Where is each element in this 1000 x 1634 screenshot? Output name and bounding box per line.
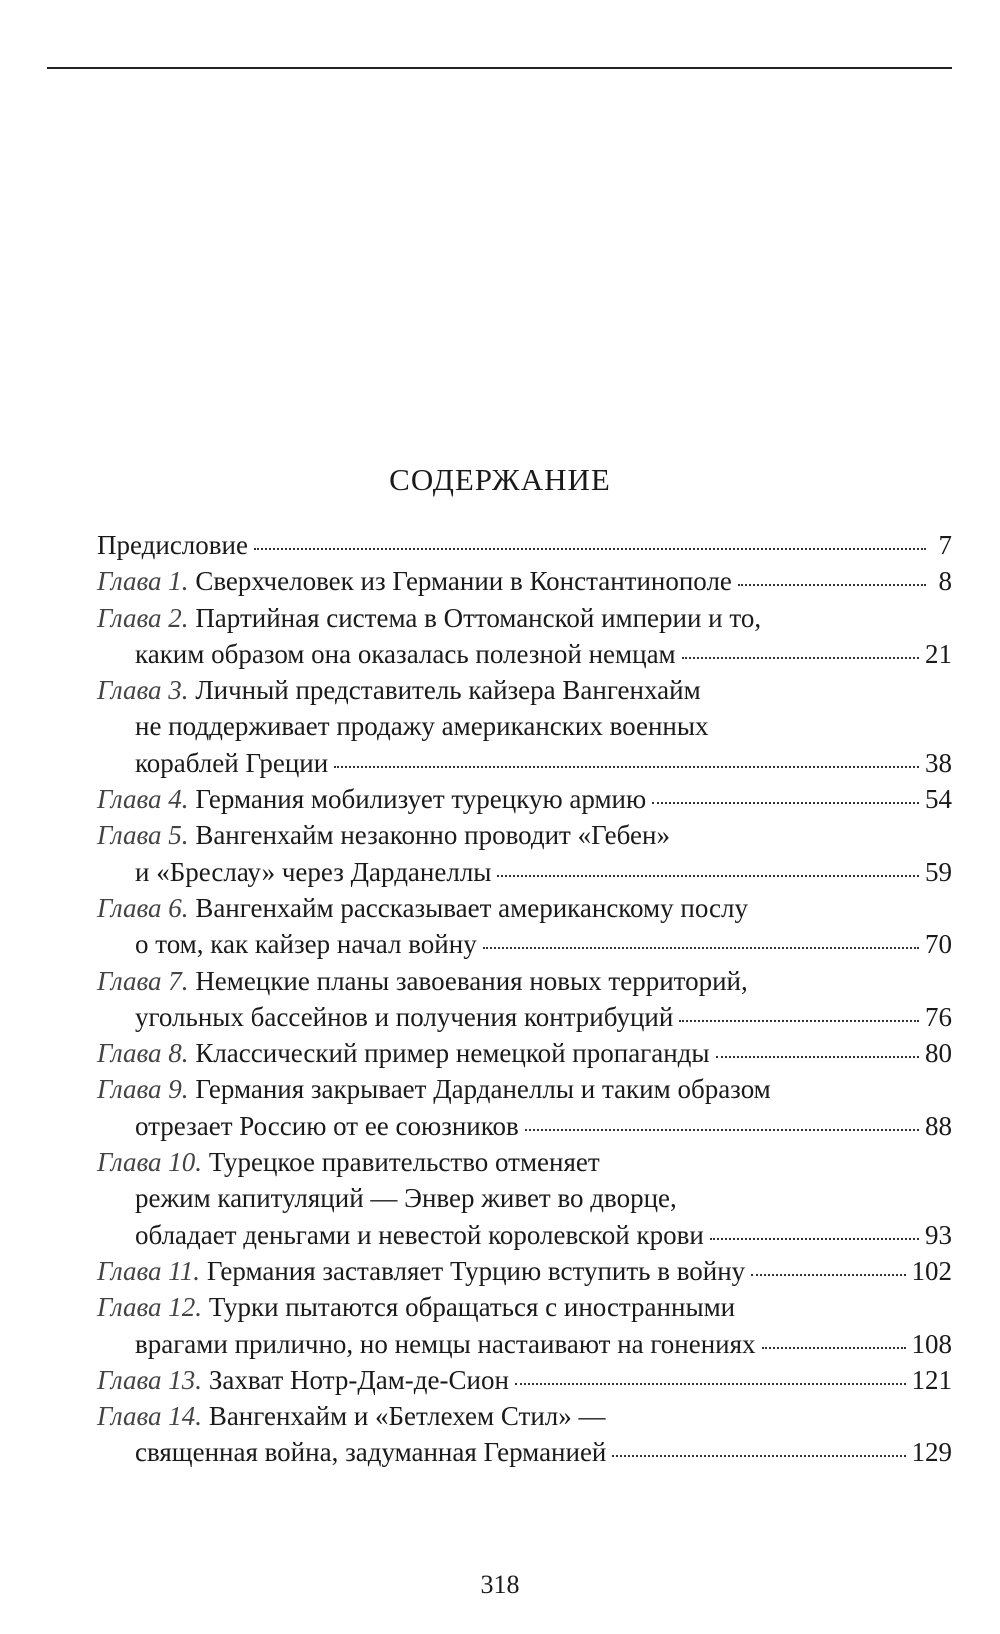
toc-entry (97, 1398, 952, 1471)
entry-title: Предисловие (97, 530, 248, 560)
toc-line (97, 817, 952, 853)
chapter-label: Глава 2. (97, 602, 189, 633)
entry-page-number: 88 (925, 1110, 952, 1141)
toc-line (97, 1217, 952, 1253)
toc-line (97, 708, 952, 744)
chapter-label: Глава 12. (97, 1292, 203, 1323)
entry-title: и «Бреслау» через Дарданеллы (135, 856, 492, 887)
chapter-label: Глава 5. (97, 820, 189, 851)
entry-title: священная война, задуманная Германией (135, 1437, 607, 1468)
table-of-contents (97, 527, 952, 1471)
entry-title: режим капитуляций — Энвер живет во дворце, (135, 1183, 677, 1214)
entry-page-number: 121 (911, 1364, 952, 1395)
toc-entry (97, 1362, 952, 1398)
chapter-label: Глава 13. (97, 1364, 203, 1395)
entry-title: Германия закрывает Дарданеллы и таким образом (195, 1074, 771, 1105)
entry-title: кораблей Греции (135, 747, 329, 778)
dot-leader (762, 1347, 906, 1349)
entry-title: Турецкое правительство отменяет (208, 1147, 600, 1178)
entry-page-number: 80 (925, 1038, 952, 1069)
toc-line (97, 745, 952, 781)
dot-leader (483, 947, 919, 949)
dot-leader (679, 1020, 919, 1022)
entry-title: не поддерживает продажу американских военных (135, 711, 709, 742)
toc-entry (97, 817, 952, 890)
entry-title: врагами прилично, но немцы настаивают на гонениях (135, 1328, 756, 1359)
dot-leader (525, 1129, 919, 1131)
toc-entry (97, 1144, 952, 1253)
dot-leader (515, 1383, 906, 1385)
chapter-label: Глава 4. (97, 784, 189, 815)
toc-line (97, 672, 952, 708)
entry-page-number: 129 (911, 1437, 952, 1468)
toc-entry (97, 781, 952, 817)
toc-line (97, 890, 952, 926)
toc-entry (97, 890, 952, 963)
entry-title: Турки пытаются обращаться с иностранными (208, 1292, 736, 1323)
toc-entry (97, 963, 952, 1036)
toc-line (97, 1398, 952, 1434)
toc-entry (97, 527, 952, 563)
entry-title: обладает деньгами и невестой королевской крови (135, 1219, 704, 1250)
entry-title: Сверхчеловек из Германии в Константинополе (195, 566, 732, 597)
toc-entry (97, 1071, 952, 1144)
toc-line (97, 636, 952, 672)
toc-line (97, 1326, 952, 1362)
entry-title: Германия заставляет Турцию вступить в войну (206, 1255, 746, 1286)
toc-line (97, 963, 952, 999)
dot-leader (716, 1056, 919, 1058)
toc-entry (97, 672, 952, 781)
toc-line (97, 1180, 952, 1216)
entry-page-number: 38 (925, 747, 952, 778)
chapter-label: Глава 3. (97, 675, 189, 706)
entry-title: Вангенхайм незаконно проводит «Гебен» (195, 820, 670, 851)
dot-leader (497, 875, 919, 877)
toc-line (97, 1144, 952, 1180)
entry-page-number: 76 (925, 1001, 952, 1032)
entry-page-number: 93 (925, 1219, 952, 1250)
entry-title: каким образом она оказалась полезной немцам (135, 638, 676, 669)
chapter-label: Глава 8. (97, 1038, 189, 1069)
toc-line (97, 1434, 952, 1470)
toc-line (97, 1253, 952, 1289)
toc-entry (97, 563, 952, 599)
dot-leader (751, 1274, 905, 1276)
chapter-label: Глава 11. (97, 1255, 201, 1286)
dot-leader (612, 1455, 905, 1457)
entry-title: угольных бассейнов и получения контрибуций (135, 1001, 674, 1032)
entry-title: Захват Нотр-Дам-де-Сион (208, 1364, 509, 1395)
entry-title: Личный представитель кайзера Вангенхайм (195, 675, 701, 706)
chapter-label: Глава 14. (97, 1401, 203, 1432)
dot-leader (710, 1238, 919, 1240)
chapter-label: Глава 7. (97, 965, 189, 996)
chapter-label: Глава 10. (97, 1147, 203, 1178)
top-rule (47, 67, 952, 69)
entry-title: Вангенхайм рассказывает американскому послу (195, 892, 748, 923)
toc-entry (97, 1289, 952, 1362)
page-title: СОДЕРЖАНИЕ (389, 462, 611, 497)
entry-page-number: 59 (925, 856, 952, 887)
entry-title: отрезает Россию от ее союзников (135, 1110, 519, 1141)
entry-page-number: 7 (938, 530, 952, 560)
chapter-label: Глава 1. (97, 566, 189, 597)
toc-line (97, 1108, 952, 1144)
toc-line (97, 781, 952, 817)
entry-page-number: 70 (925, 929, 952, 960)
toc-line (97, 854, 952, 890)
toc-line (97, 999, 952, 1035)
toc-line (97, 563, 952, 599)
entry-title: Немецкие планы завоевания новых территорий, (195, 965, 748, 996)
toc-entry (97, 600, 952, 673)
entry-page-number: 108 (911, 1328, 952, 1359)
toc-line (97, 1035, 952, 1071)
chapter-label: Глава 6. (97, 892, 189, 923)
entry-page-number: 8 (938, 566, 952, 597)
entry-title: Вангенхайм и «Бетлехем Стил» — (208, 1401, 606, 1432)
toc-entry (97, 1035, 952, 1071)
entry-page-number: 102 (911, 1255, 952, 1286)
entry-page-number: 21 (925, 638, 952, 669)
toc-line (97, 600, 952, 636)
dot-leader (682, 657, 919, 659)
toc-line (97, 1071, 952, 1107)
entry-title: Германия мобилизует турецкую армию (195, 784, 647, 815)
entry-title: о том, как кайзер начал войну (135, 929, 477, 960)
entry-page-number: 54 (925, 784, 952, 815)
toc-line (97, 1289, 952, 1325)
dot-leader (254, 548, 926, 550)
page-number: 318 (480, 1570, 520, 1599)
entry-title: Партийная система в Оттоманской империи и то, (195, 602, 762, 633)
entry-title: Классический пример немецкой пропаганды (195, 1038, 710, 1069)
chapter-label: Глава 9. (97, 1074, 189, 1105)
toc-line (97, 926, 952, 962)
toc-line (97, 527, 952, 563)
toc-line (97, 1362, 952, 1398)
dot-leader (334, 766, 919, 768)
toc-entry (97, 1253, 952, 1289)
dot-leader (738, 584, 926, 586)
dot-leader (652, 802, 919, 804)
